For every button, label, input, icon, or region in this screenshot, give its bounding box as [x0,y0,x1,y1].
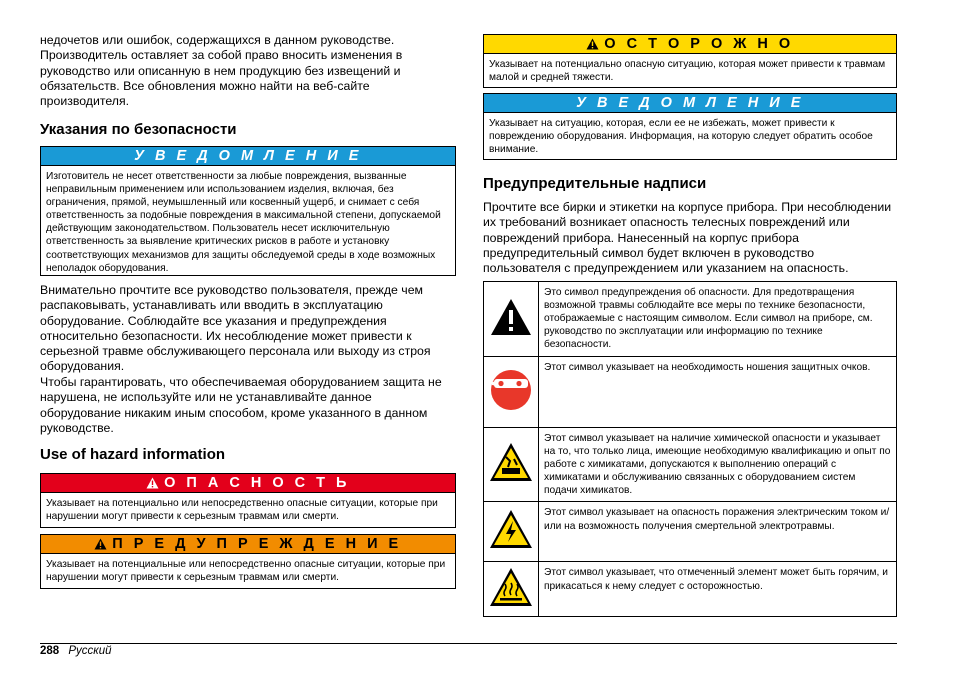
safety-paragraph-2: Чтобы гарантировать, что обеспечиваемая оборудованием защита не нарушена, не используйте или не устанавливайте данное оборудование никаким иным способом, кроме указанного в данном руководстве. [40,375,442,435]
notice-title: У В Е Д О М Л Е Н И Е [484,94,896,113]
safety-paragraph-1: Внимательно прочтите все руководство пользователя, прежде чем распаковывать, устанавливать или вводить в эксплуатацию оборудование. Соблюдайте все указания и предупреждения относительно безопасности. Их несоблюдение может привести к серьезной травме обслуживающего персонала или выходу из строя оборудования. [40,283,431,374]
footer-divider [40,643,897,644]
danger-title-bar [41,474,455,493]
notice-title: У В Е Д О М Л Е Н И Е [41,147,455,166]
symbol-cell [484,562,539,617]
safety-glasses-icon [489,368,533,412]
table-row [484,562,897,617]
notice-text: Указывает на ситуацию, которая, если ее не избежать, может привести к повреждению оборудования. Информация, на которую следует обратить особое внимание. [489,118,873,156]
warning-box [40,534,456,589]
notice-box-1 [40,146,456,276]
danger-box [40,473,456,528]
warning-triangle-icon [146,477,159,489]
symbol-cell [484,357,539,428]
danger-text: Указывает на потенциально или непосредственно опасные ситуации, которые при нарушении могут привести к серьезным травмам или смерти. [46,498,438,523]
warning-triangle-icon [586,38,599,50]
symbol-description: Этот символ указывает на необходимость ношения защитных очков. [539,357,897,428]
hot-surface-icon [488,566,534,608]
warning-triangle-icon [94,538,107,550]
table-row [484,357,897,428]
intro-paragraph: недочетов или ошибок, содержащихся в данном руководстве. Производитель оставляет за собой право вносить изменения в руководство или описанную в нем продукцию без извещений и обязательств. Все обновления можно найти на веб-сайте производителя. [40,33,403,109]
symbol-description: Этот символ указывает на наличие химической опасности и указывает на то, что только лица, имеющие необходимую квалификацию и опыт по работе с химикатами, допускаются к выполнению операций с химикатами и обслуживанию связанных с оборудованием систем подачи химикатов. [539,428,897,502]
caution-text: Указывает на потенциально опасную ситуацию, которая может привести к травмам малой и средней тяжести. [489,59,886,84]
page-footer [40,645,112,657]
hazard-heading: Use of hazard information [40,446,226,463]
warning-title-bar [41,535,455,554]
notice-box-2 [483,93,897,160]
symbol-cell [484,502,539,562]
labels-paragraph: Прочтите все бирки и этикетки на корпусе прибора. При несоблюдении их требований возникает опасность телесных повреждений или повреждений прибора. Нанесенный на корпус прибора предупредительный символ будет включен в руководство пользователя с предупреждением или указанием на опасность. [483,200,892,276]
chemical-hazard-icon [488,441,534,483]
notice-text: Изготовитель не несет ответственности за любые повреждения, вызванные неправильным применением или использованием изделия, включая, без ограничения, прямой, неумышленный или косвенный ущерб, и снимает с себя ответственность за подобные повреждения в максимальной степени, допускаемой действующим законодательством. Пользователь несет исключительную ответственность за выявление критических рисков в работе и установку соответствующих механизмов для защиты обследуемой среды в ходе возможных неполадок оборудования. [46,171,441,274]
table-row [484,502,897,562]
symbols-table [483,281,897,617]
symbol-description: Это символ предупреждения об опасности. Для предотвращения возможной травмы соблюдайте все меры по технике безопасности, отображаемые с настоящим символом. Если символ на приборе, см. руководство по эксплуатации или информацию по технике безопасности. [539,282,897,357]
footer-language: Русский [68,645,112,657]
table-row [484,282,897,357]
symbol-description: Этот символ указывает на опасность поражения электрическим током и/или на возможность получения смертельной электротравмы. [539,502,897,562]
warning-text: Указывает на потенциальные или непосредственно опасные ситуации, которые при нарушении могут привести к серьезным травмам или смерти. [46,559,446,584]
warning-triangle-icon [489,297,533,337]
danger-title: О П А С Н О С Т Ь [164,475,350,491]
labels-heading: Предупредительные надписи [483,175,707,192]
caution-box [483,34,897,88]
symbol-description: Этот символ указывает, что отмеченный элемент может быть горячим, и прикасаться к нему следует с осторожностью. [539,562,897,617]
safety-heading: Указания по безопасности [40,121,237,138]
table-row [484,428,897,502]
caution-title: О С Т О Р О Ж Н О [604,36,794,52]
electric-shock-icon [488,508,534,550]
caution-title-bar [484,35,896,54]
symbol-cell [484,282,539,357]
symbol-cell [484,428,539,502]
page-number: 288 [40,645,60,657]
warning-title: П Р Е Д У П Р Е Ж Д Е Н И Е [112,536,402,552]
